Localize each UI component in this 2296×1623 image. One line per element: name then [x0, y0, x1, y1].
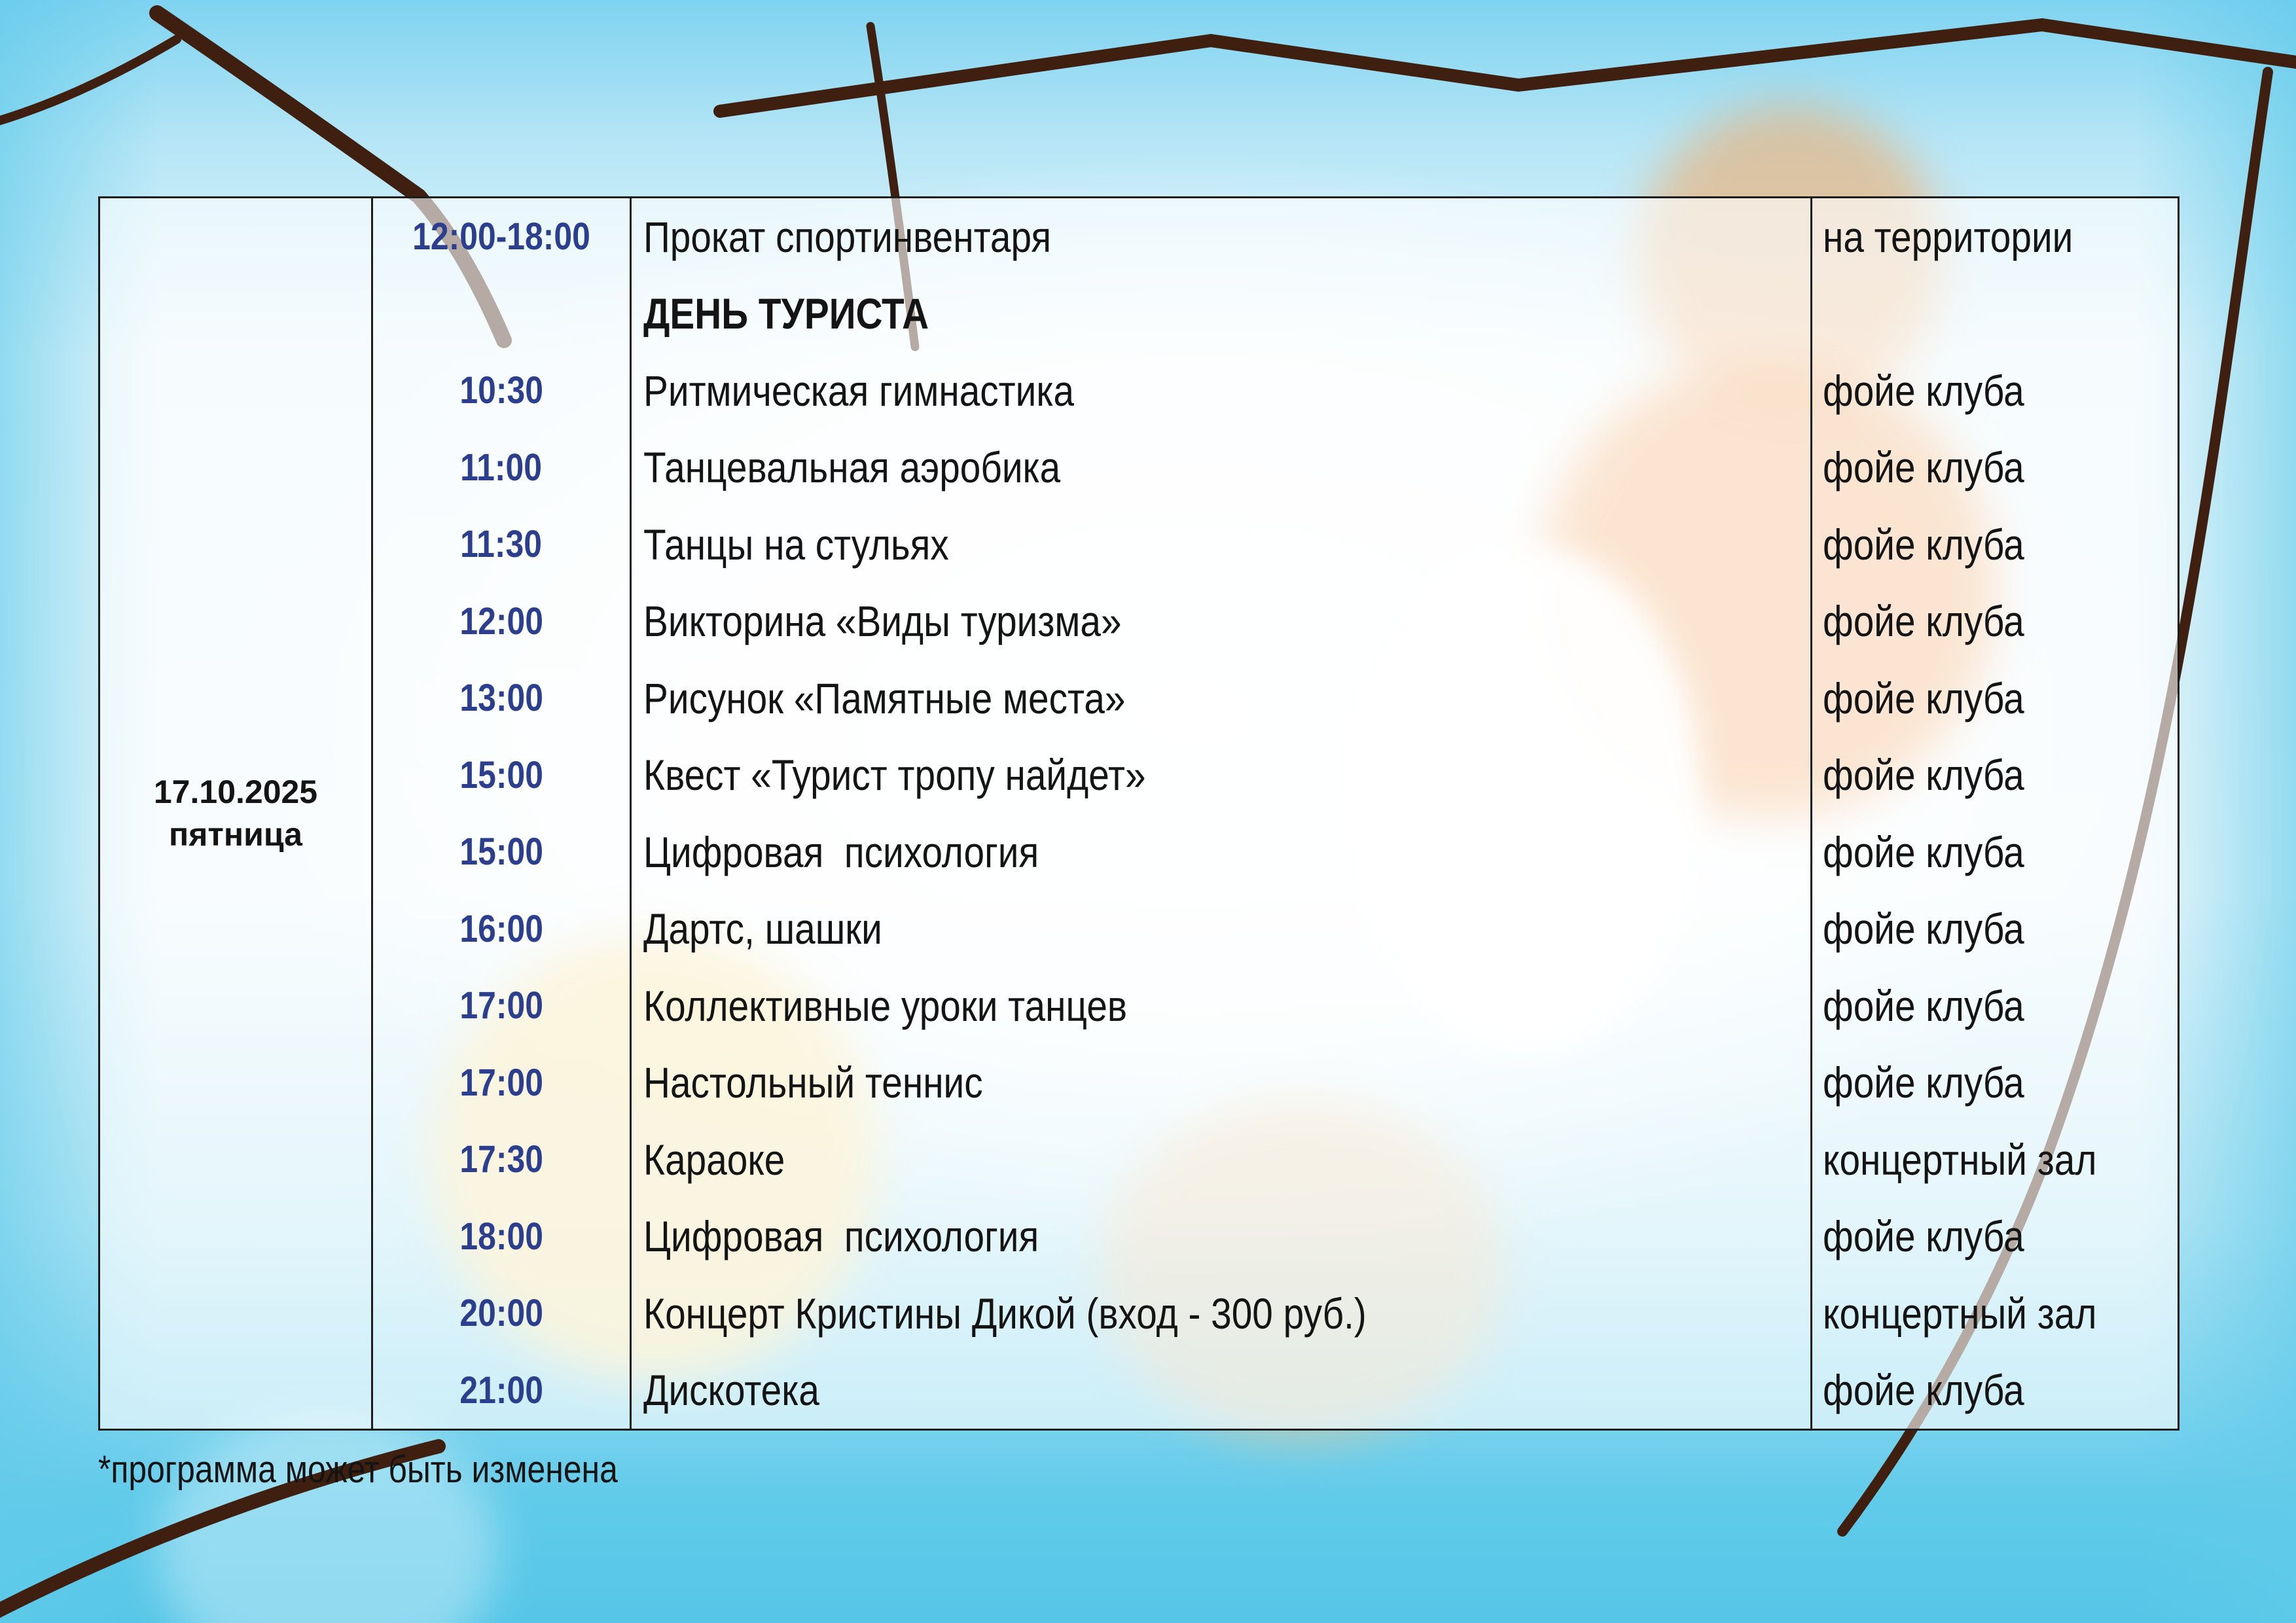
- schedule-row-time-text: 12:00-18:00: [412, 215, 590, 259]
- schedule-row-time-text: 15:00: [459, 830, 543, 874]
- schedule-row-location-text: концертный зал: [1823, 1135, 2097, 1184]
- schedule-row-time-text: 16:00: [459, 907, 543, 950]
- schedule-row-event-text: Прокат спортинвентаря: [643, 212, 1052, 261]
- schedule-row-location: [1812, 506, 2178, 583]
- schedule-row-location-text: на территории: [1823, 212, 2073, 261]
- schedule-row-time-text: 21:00: [459, 1368, 543, 1412]
- schedule-row-location-text: фойе клуба: [1823, 520, 2024, 569]
- schedule-row-location-text: фойе клуба: [1823, 1058, 2024, 1107]
- schedule-row-event: [630, 891, 1812, 968]
- schedule-row-time: [373, 1198, 630, 1275]
- footnote: [98, 1448, 702, 1491]
- schedule-row-time: [373, 429, 630, 507]
- schedule-row-event: [630, 737, 1812, 814]
- schedule-row-event: [630, 352, 1812, 429]
- schedule-row-location-text: фойе клуба: [1823, 981, 2024, 1030]
- schedule-row-time-text: 12:00: [459, 599, 543, 643]
- schedule-row-location: [1812, 1121, 2178, 1198]
- schedule-row-event-text: Рисунок «Памятные места»: [643, 673, 1126, 722]
- schedule-row-time-text: 18:00: [459, 1215, 543, 1258]
- schedule-row-time: [373, 1044, 630, 1122]
- footnote-text: *программа может быть изменена: [98, 1448, 618, 1491]
- schedule-row-location: [1812, 583, 2178, 660]
- date-cell: [100, 198, 373, 1429]
- schedule-row-location: [1812, 276, 2178, 353]
- schedule-row-event: [630, 506, 1812, 583]
- schedule-row-location-text: фойе клуба: [1823, 751, 2024, 800]
- schedule-row-location: [1812, 1352, 2178, 1429]
- schedule-row-location-text: фойе клуба: [1823, 904, 2024, 954]
- schedule-row-event-text: Дискотека: [643, 1366, 819, 1415]
- schedule-row-location-text: концертный зал: [1823, 1289, 2097, 1338]
- schedule-row-time-text: 17:00: [459, 984, 543, 1027]
- schedule-row-time-text: 17:00: [459, 1061, 543, 1104]
- schedule-row-location-text: фойе клуба: [1823, 366, 2024, 415]
- schedule-row-time-text: 11:00: [460, 446, 543, 489]
- date-value: 17.10.2025: [153, 774, 318, 810]
- schedule-row-location-text: фойе клуба: [1823, 1212, 2024, 1261]
- schedule-row-location: [1812, 198, 2178, 276]
- schedule-row-event-text: Викторина «Виды туризма»: [643, 597, 1122, 646]
- schedule-row-location: [1812, 1044, 2178, 1122]
- schedule-row-location-text: фойе клуба: [1823, 827, 2024, 876]
- schedule-row-location: [1812, 891, 2178, 968]
- schedule-row-event-text: Концерт Кристины Дикой (вход - 300 руб.): [643, 1289, 1367, 1338]
- schedule-row-time: [373, 1352, 630, 1429]
- schedule-row-event: [630, 429, 1812, 507]
- schedule-row-event: [630, 813, 1812, 891]
- schedule-row-time: [373, 891, 630, 968]
- schedule-row-time-text: 20:00: [459, 1292, 543, 1335]
- maple-leaf-icon: [0, 1511, 2296, 1623]
- schedule-row-event: [630, 660, 1812, 737]
- schedule-row-event-text: Настольный теннис: [643, 1058, 983, 1107]
- schedule-row-event: [630, 967, 1812, 1044]
- schedule-row-event: [630, 1352, 1812, 1429]
- schedule-row-location: [1812, 967, 2178, 1044]
- schedule-row-event-text: Танцы на стульях: [643, 520, 949, 569]
- schedule-row-event-text: Караоке: [643, 1135, 785, 1184]
- schedule-row-time: [373, 276, 630, 353]
- weekday-label: пятница: [169, 816, 302, 853]
- schedule-row-event-text: ДЕНЬ ТУРИСТА: [643, 289, 929, 338]
- schedule-row-time: [373, 737, 630, 814]
- schedule-row-time: [373, 583, 630, 660]
- schedule-row-event: [630, 1121, 1812, 1198]
- schedule-row-time: [373, 198, 630, 276]
- schedule-row-event-text: Коллективные уроки танцев: [643, 981, 1128, 1030]
- schedule-row-event-text: Квест «Турист тропу найдет»: [643, 751, 1146, 800]
- schedule-row-event-text: Танцевальная аэробика: [643, 443, 1061, 492]
- schedule-row-event: [630, 1198, 1812, 1275]
- schedule-row-time-text: 15:00: [459, 753, 543, 796]
- schedule-row-time: [373, 967, 630, 1044]
- schedule-row-event-text: Цифровая психология: [643, 827, 1039, 876]
- tree-branch-icon: [720, 25, 2296, 111]
- schedule-row-time: [373, 813, 630, 891]
- schedule-row-event-text: Цифровая психология: [643, 1212, 1039, 1261]
- schedule-row-location: [1812, 660, 2178, 737]
- schedule-row-location-text: фойе клуба: [1823, 443, 2024, 492]
- schedule-row-event: [630, 276, 1812, 353]
- schedule-row-time-text: 11:30: [460, 523, 543, 566]
- schedule-row-time: [373, 1275, 630, 1352]
- schedule-row-event-text: Ритмическая гимнастика: [643, 366, 1075, 415]
- schedule-row-location: [1812, 1198, 2178, 1275]
- schedule-row-location-text: фойе клуба: [1823, 673, 2024, 722]
- schedule-row-event: [630, 1044, 1812, 1122]
- schedule-row-location: [1812, 737, 2178, 814]
- schedule-row-event: [630, 583, 1812, 660]
- schedule-row-event: [630, 1275, 1812, 1352]
- schedule-row-time-text: 10:30: [459, 369, 543, 412]
- schedule-row-time: [373, 506, 630, 583]
- schedule-row-time-text: 13:00: [459, 677, 543, 720]
- schedule-row-time: [373, 660, 630, 737]
- schedule-table: [98, 196, 2179, 1431]
- tree-branch-icon: [0, 39, 177, 124]
- schedule-row-location: [1812, 352, 2178, 429]
- maple-leaf-icon: [2171, 0, 2296, 1623]
- schedule-row-time-text: 17:30: [459, 1138, 543, 1181]
- schedule-row-location: [1812, 429, 2178, 507]
- schedule-row-event-text: Дартс, шашки: [643, 904, 882, 954]
- schedule-row-location-text: фойе клуба: [1823, 1366, 2024, 1415]
- schedule-row-location: [1812, 1275, 2178, 1352]
- schedule-row-location-text: фойе клуба: [1823, 597, 2024, 646]
- schedule-row-time: [373, 1121, 630, 1198]
- schedule-row-location: [1812, 813, 2178, 891]
- schedule-row-event: [630, 198, 1812, 276]
- schedule-row-time: [373, 352, 630, 429]
